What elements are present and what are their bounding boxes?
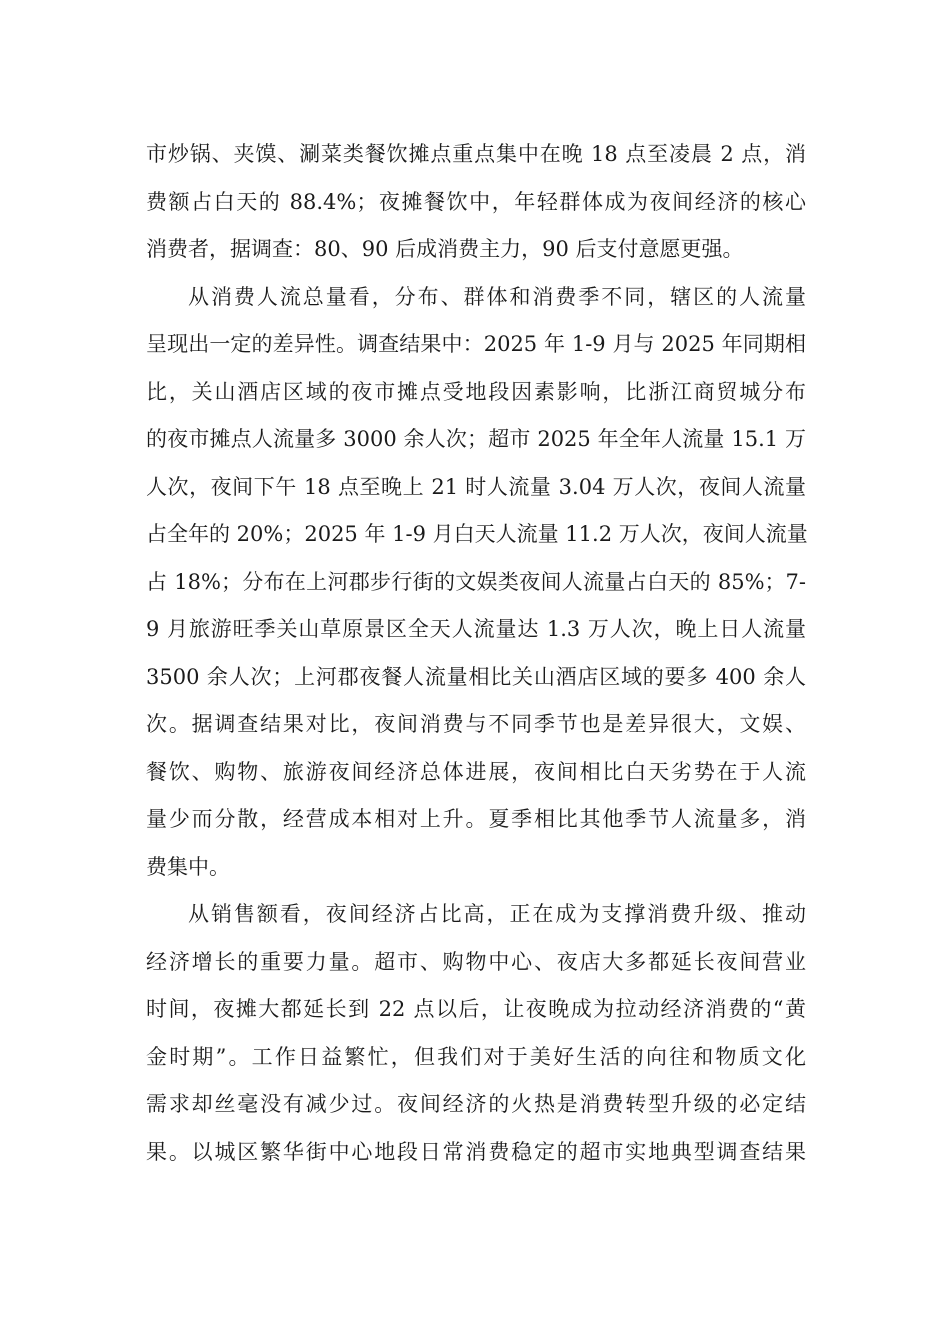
- text-line: 人次，夜间下午 18 点至晚上 21 时人流量 3.04 万人次，夜间人流量: [146, 474, 806, 499]
- text-line: 费集中。: [146, 854, 230, 879]
- text-line: 果。以城区繁华街中心地段日常消费稳定的超市实地典型调查结果: [146, 1139, 806, 1164]
- text-line: 经济增长的重要力量。超市、购物中心、夜店大多都延长夜间营业: [146, 949, 806, 974]
- text-line: 3500 余人次；上河郡夜餐人流量相比关山酒店区域的要多 400 余人: [146, 664, 806, 689]
- text-line: 呈现出一定的差异性。调查结果中：2025 年 1-9 月与 2025 年同期相: [146, 332, 806, 356]
- text-line: 量少而分散，经营成本相对上升。夏季相比其他季节人流量多，消: [146, 807, 806, 831]
- text-line: 餐饮、购物、旅游夜间经济总体进展，夜间相比白天劣势在于人流: [146, 759, 806, 784]
- text-line: 9 月旅游旺季关山草原景区全天人流量达 1.3 万人次，晚上日人流量: [146, 617, 806, 641]
- text-line: 时间，夜摊大都延长到 22 点以后，让夜晚成为拉动经济消费的“黄: [146, 997, 806, 1021]
- body-paragraph: [146, 891, 806, 1176]
- text-line: 消费者，据调查：80、90 后成消费主力，90 后支付意愿更强。: [146, 237, 744, 261]
- text-line: 需求却丝毫没有减少过。夜间经济的火热是消费转型升级的必定结: [146, 1092, 806, 1116]
- body-paragraph: [146, 131, 806, 274]
- body-paragraph: [146, 274, 806, 892]
- text-line: 金时期”。工作日益繁忙，但我们对于美好生活的向往和物质文化: [146, 1044, 806, 1069]
- text-line: 费额占白天的 88.4%；夜摊餐饮中，年轻群体成为夜间经济的核心: [146, 189, 806, 214]
- text-line: 占全年的 20%；2025 年 1-9 月白天人流量 11.2 万人次，夜间人流量: [146, 522, 808, 546]
- text-line: 从消费人流总量看，分布、群体和消费季不同，辖区的人流量: [188, 284, 806, 309]
- document-body: [146, 131, 806, 1176]
- text-line: 比，关山酒店区域的夜市摊点受地段因素影响，比浙江商贸城分布: [146, 379, 806, 404]
- text-line: 占 18%；分布在上河郡步行街的文娱类夜间人流量占白天的 85%；7-: [146, 569, 806, 594]
- text-line: 的夜市摊点人流量多 3000 余人次；超市 2025 年全年人流量 15.1 万: [146, 427, 806, 451]
- text-line: 次。据调查结果对比，夜间消费与不同季节也是差异很大，文娱、: [146, 712, 806, 736]
- text-line: 从销售额看，夜间经济占比高，正在成为支撑消费升级、推动: [188, 902, 806, 926]
- text-line: 市炒锅、夹馍、涮菜类餐饮摊点重点集中在晚 18 点至凌晨 2 点，消: [146, 142, 806, 166]
